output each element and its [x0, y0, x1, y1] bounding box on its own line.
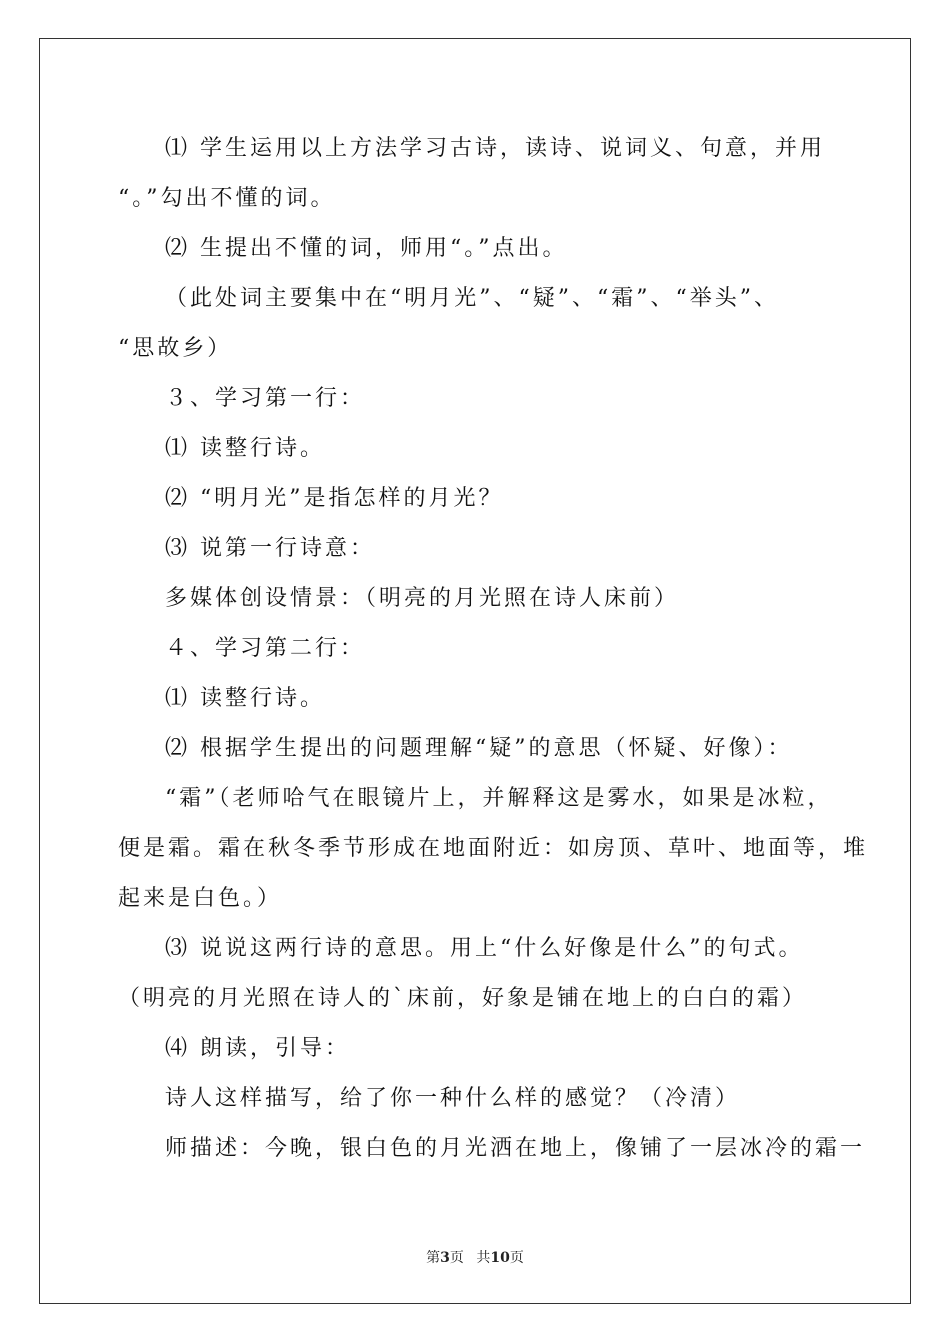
text-line: “霜”（老师哈气在眼镜片上，并解释这是雾水，如果是冰粒，: [165, 786, 833, 811]
text-line: 诗人这样描写，给了你一种什么样的感觉？（冷清）: [165, 1086, 741, 1111]
text-line: ⑴ 学生运用以上方法学习古诗，读诗、说词义、句意，并用: [165, 136, 825, 161]
section-heading: ３、学习第一行：: [165, 386, 366, 411]
text-line: ⑵ 根据学生提出的问题理解“疑”的意思（怀疑、好像）：: [165, 736, 793, 761]
total-pages: [476, 1250, 523, 1266]
page-prefix: 第: [426, 1250, 441, 1266]
total-suffix: 页: [509, 1250, 524, 1266]
text-line: 多媒体创设情景：（明亮的月光照在诗人床前）: [165, 586, 680, 611]
page-num: 3: [440, 1250, 450, 1266]
page-suffix: 页: [449, 1250, 464, 1266]
section-heading: ４、学习第二行：: [165, 636, 366, 661]
text-line: ⑶ 说第一行诗意：: [165, 536, 375, 561]
text-line: ⑴ 读整行诗。: [165, 686, 325, 711]
total-prefix: 共: [476, 1250, 491, 1266]
text-line: “。”勾出不懂的词。: [118, 186, 336, 211]
text-line: （明亮的月光照在诗人的`床前，好象是铺在地上的白白的霜）: [118, 986, 808, 1011]
text-line: ⑶ 说说这两行诗的意思。用上“什么好像是什么”的句式。: [165, 936, 804, 961]
text-line: 师描述：今晚，银白色的月光洒在地上，像铺了一层冰冷的霜一: [165, 1136, 866, 1161]
text-line: 便是霜。霜在秋冬季节形成在地面附近：如房顶、草叶、地面等，堆: [118, 836, 869, 861]
text-line: ⑷ 朗读，引导：: [165, 1036, 350, 1061]
text-line: ⑵ “明月光”是指怎样的月光？: [165, 486, 504, 511]
text-line: ⑴ 读整行诗。: [165, 436, 325, 461]
page-footer: [0, 1247, 950, 1267]
text-line: （此处词主要集中在“明月光”、“疑”、“霜”、“举头”、: [165, 286, 779, 311]
total-num: 10: [490, 1250, 510, 1266]
page-number: [426, 1250, 464, 1266]
page-border: [39, 38, 911, 1304]
text-line: ⑵ 生提出不懂的词，师用“。”点出。: [165, 236, 568, 261]
text-line: 起来是白色。）: [118, 886, 283, 911]
text-line: “思故乡）: [118, 336, 233, 361]
